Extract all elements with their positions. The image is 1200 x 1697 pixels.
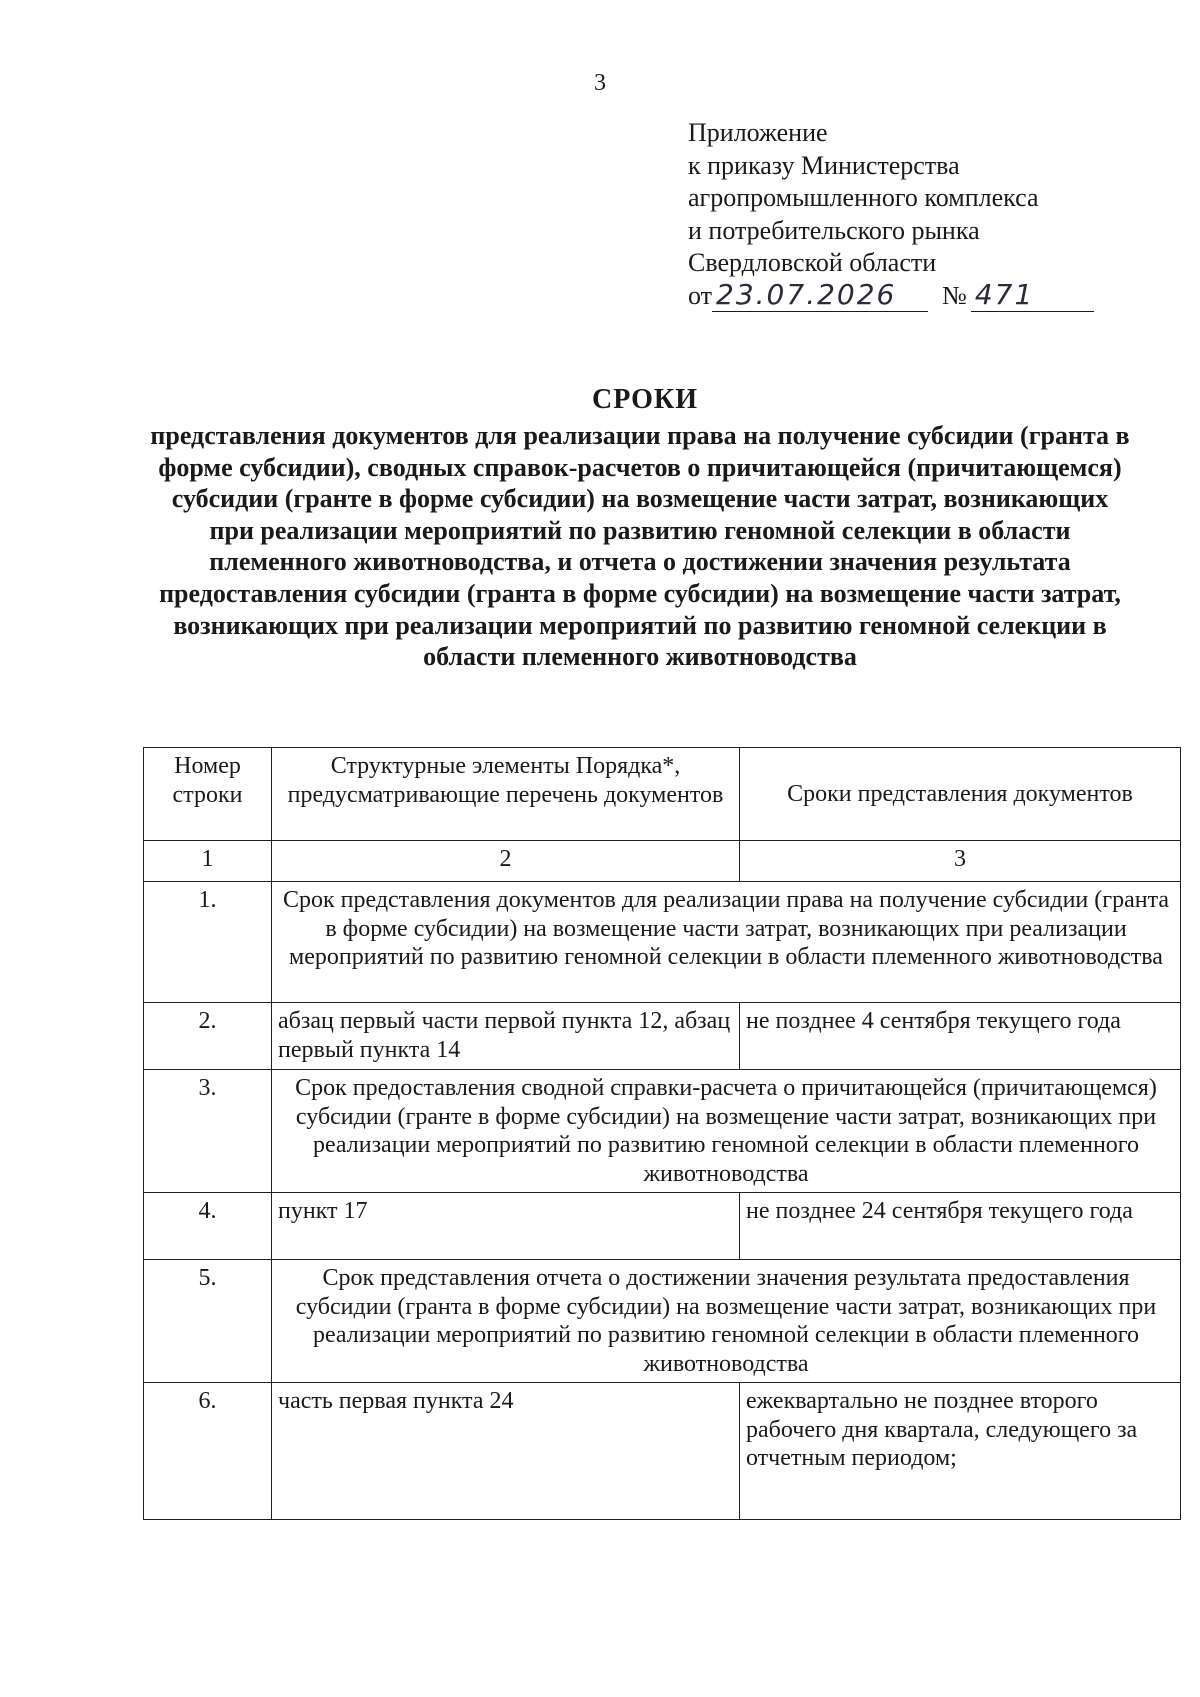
deadlines-table (143, 747, 1181, 1520)
appendix-line: агропромышленного комплекса (688, 183, 1039, 212)
row-number: 5. (144, 1260, 272, 1383)
order-date-number-line (688, 280, 1094, 313)
section-heading-cell: Срок представления документов для реализации права на получение субсидии (гранта в форме субсидии) на возмещение части затрат, возникающих при реализации мероприятий по развитию геномной селекции в области племенного животноводства (272, 882, 1181, 1003)
table-column-index-row (144, 841, 1181, 882)
row-number: 6. (144, 1383, 272, 1520)
row-number: 2. (144, 1003, 272, 1070)
appendix-line: Свердловской области (688, 248, 937, 277)
table-header-row (144, 748, 1181, 841)
handwritten-order-number: 471 (971, 281, 1094, 312)
appendix-block (688, 117, 1094, 312)
row-number: 4. (144, 1193, 272, 1260)
column-index: 1 (144, 841, 272, 882)
header-deadlines: Сроки представления документов (740, 748, 1181, 841)
column-index: 2 (272, 841, 740, 882)
table-row (144, 1260, 1181, 1383)
table-row (144, 1003, 1181, 1070)
handwritten-order-date: 23.07.2026 (712, 281, 928, 312)
date-prefix: от (688, 280, 713, 310)
table-row (144, 1193, 1181, 1260)
table-row (144, 882, 1181, 1003)
document-title: СРОКИ (591, 384, 699, 415)
table-row (144, 1383, 1181, 1520)
number-label: № (942, 280, 967, 310)
deadline-cell: не позднее 24 сентября текущего года (740, 1193, 1181, 1260)
section-heading-cell: Срок предоставления сводной справки-расчета о причитающейся (причитающемся) субсидии (гранте в форме субсидии) на возмещение части затрат, возникающих при реализации мероприятий по развитию геномной селекции в области племенного животноводства (272, 1070, 1181, 1193)
appendix-line: и потребительского рынка (688, 215, 980, 245)
table-row (144, 1070, 1181, 1193)
deadline-cell: ежеквартально не позднее второго рабочего дня квартала, следующего за отчетным периодом; (740, 1383, 1181, 1520)
section-heading-cell: Срок представления отчета о достижении значения результата предоставления субсидии (гранта в форме субсидии) на возмещение части затрат, возникающих при реализации мероприятий по развитию геномной селекции в области племенного животноводства (272, 1260, 1181, 1383)
page-number: 3 (594, 70, 606, 96)
deadline-cell: не позднее 4 сентября текущего года (740, 1003, 1181, 1070)
header-row-number: Номер строки (144, 748, 272, 841)
column-index: 3 (740, 841, 1181, 882)
appendix-line: Приложение (688, 118, 828, 147)
document-subtitle: представления документов для реализации права на получение субсидии (гранта в форме субсидии), сводных справок-расчетов о причитающейся (причитающемся) субсидии (гранте в форме субсидии) на возмещение части затрат, возникающих при реализации мероприятий по развитию геномной селекции в области племенного животноводства, и отчета о достижении значения результата предоставления субсидии (гранта в форме субсидии) на возмещение части затрат, возникающих при реализации мероприятий по развитию геномной селекции в области племенного животноводства (150, 421, 1130, 672)
row-number: 1. (144, 882, 272, 1003)
structural-element-cell: абзац первый части первой пункта 12, абзац первый пункта 14 (272, 1003, 740, 1070)
structural-element-cell: часть первая пункта 24 (272, 1383, 740, 1520)
row-number: 3. (144, 1070, 272, 1193)
appendix-line: к приказу Министерства (688, 150, 960, 180)
structural-element-cell: пункт 17 (272, 1193, 740, 1260)
header-structural-elements: Структурные элементы Порядка*, предусматривающие перечень документов (272, 748, 740, 841)
